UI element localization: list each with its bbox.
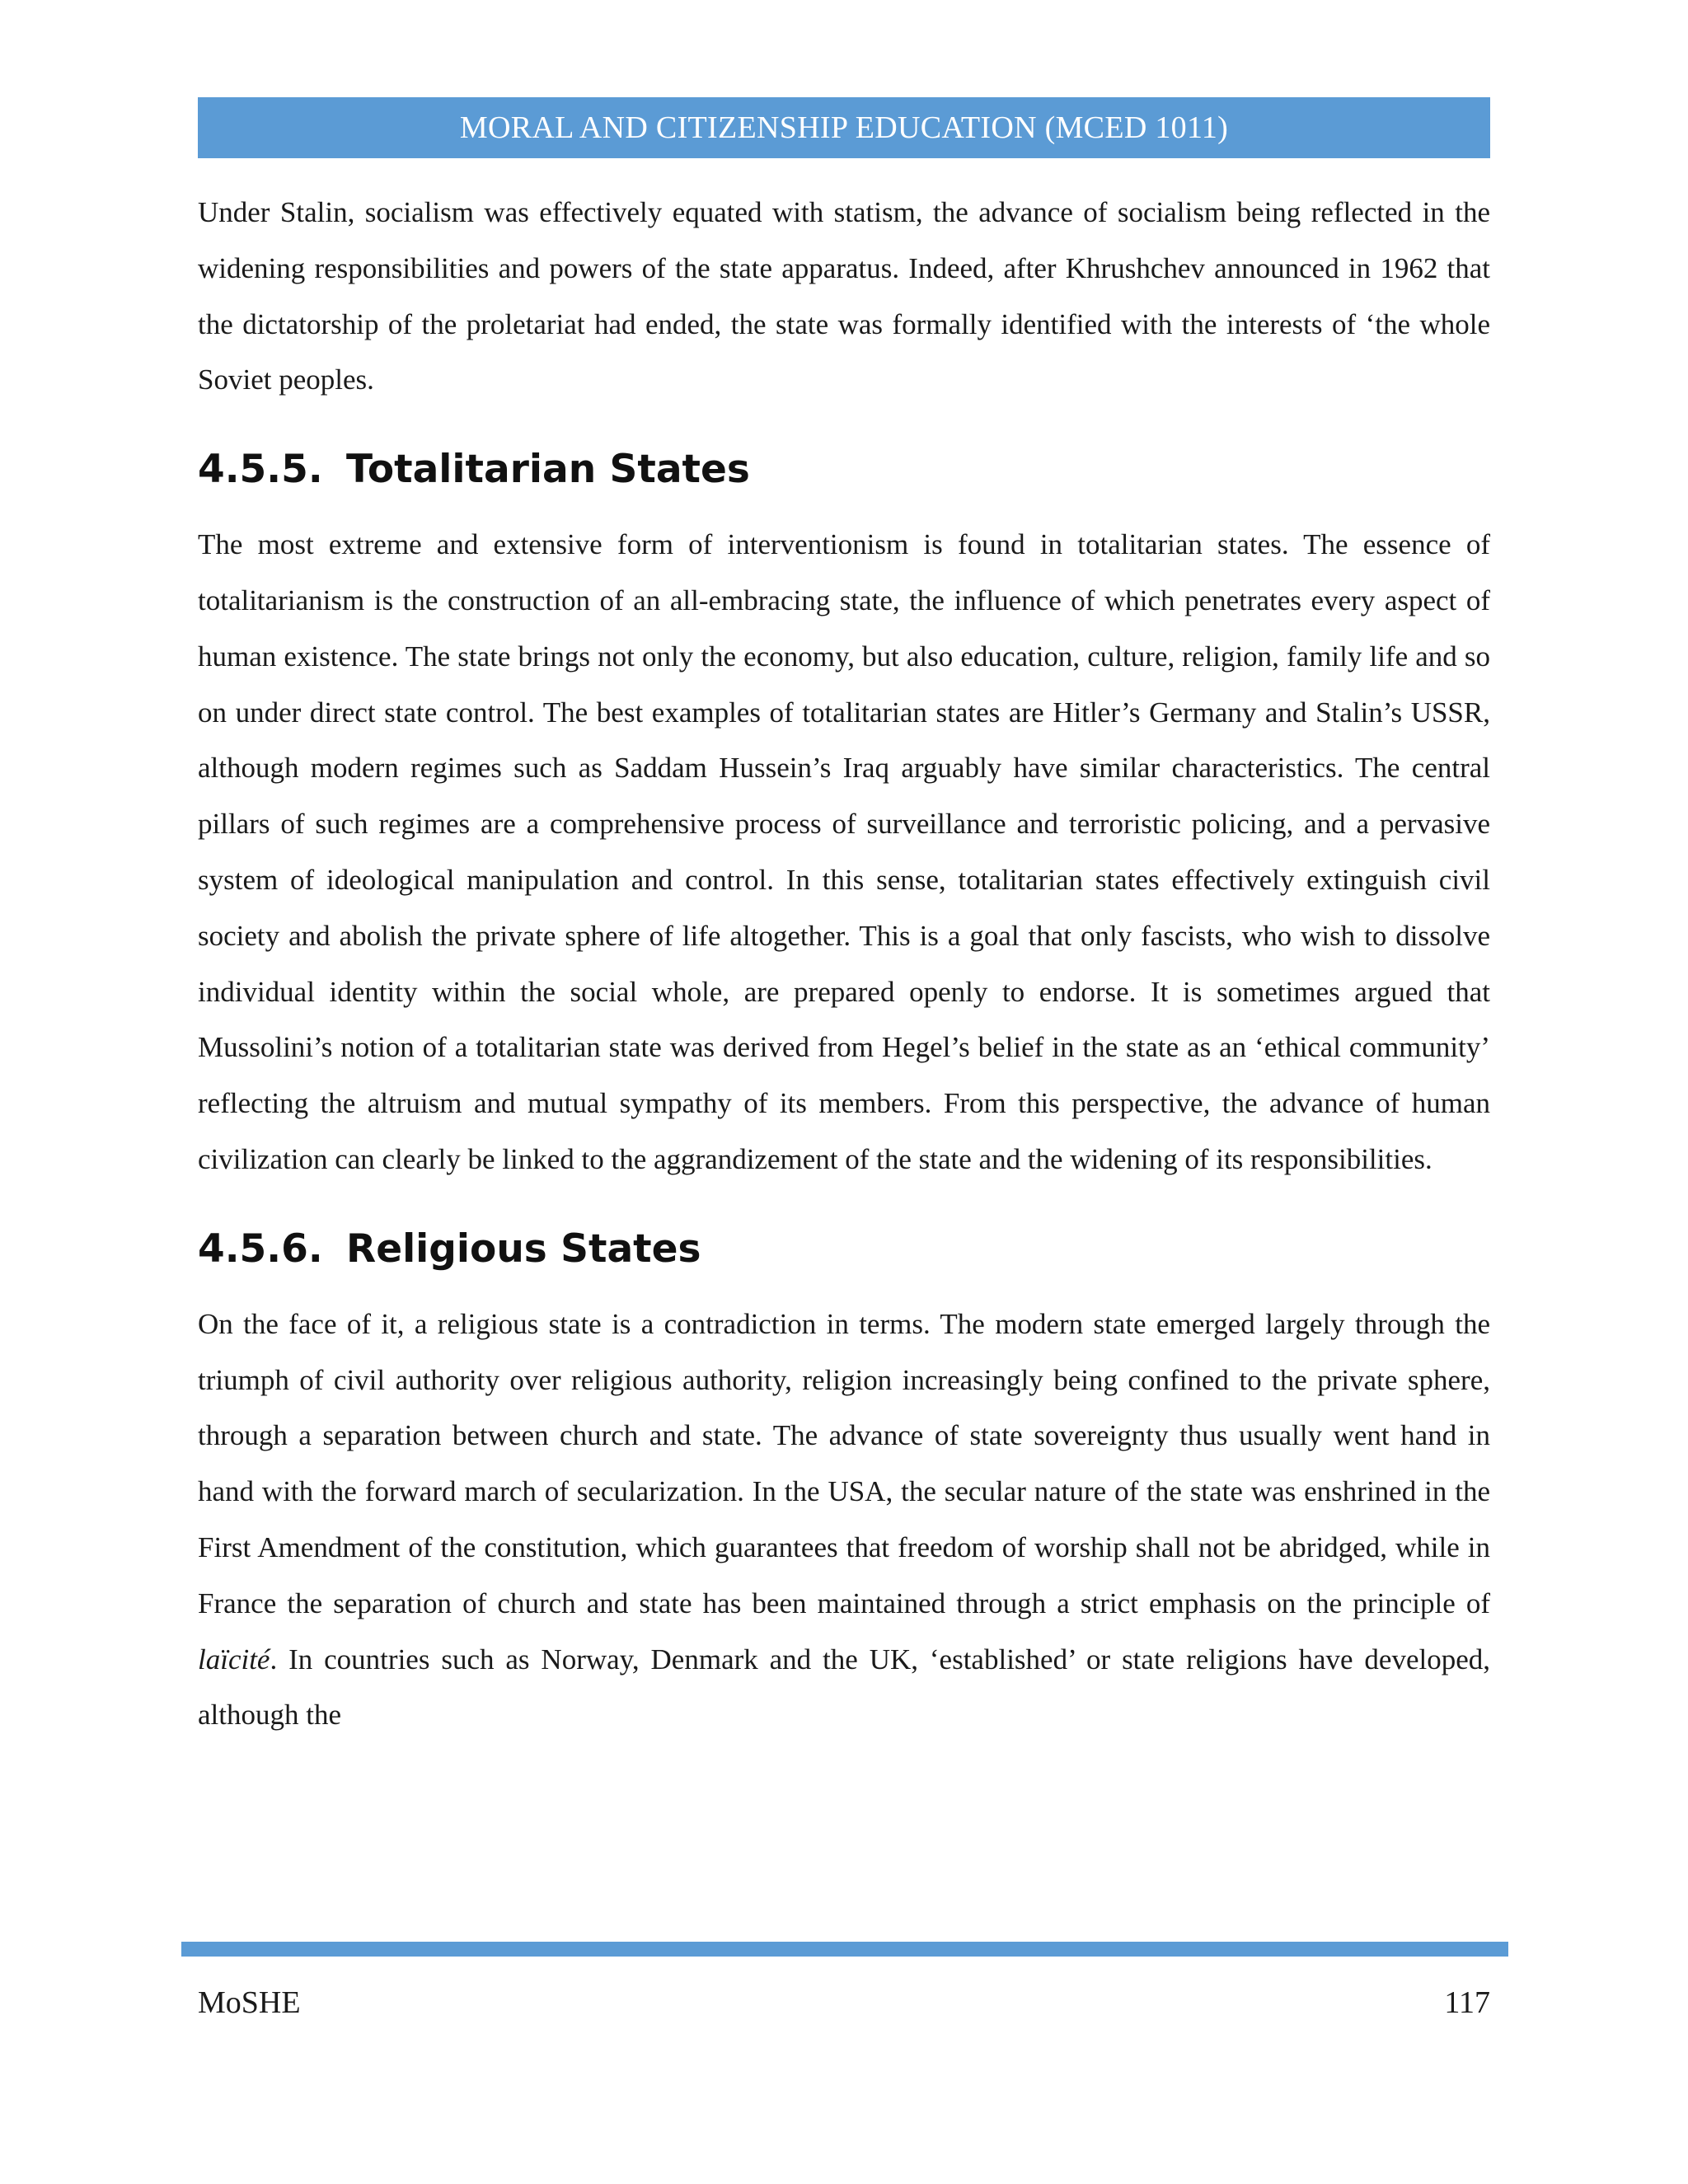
section-heading-totalitarian bbox=[198, 433, 1490, 507]
section-title: Totalitarian States bbox=[346, 447, 750, 493]
section-number: 4.5.6. bbox=[198, 1226, 323, 1272]
footer-publisher: MoSHE bbox=[198, 1985, 301, 2020]
section-number: 4.5.5. bbox=[198, 447, 323, 493]
page-content bbox=[198, 185, 1490, 1743]
intro-paragraph: Under Stalin, socialism was effectively equated with statism, the advance of socialism being reflected in the widening responsibilities and powers of the state apparatus. Indeed, after Khrushchev announced in 1962 that the dictatorship of the proletariat had ended, the state was formally identified with the interests of ‘the whole Soviet peoples. bbox=[198, 196, 1490, 396]
laicite-term: laïcité bbox=[198, 1643, 270, 1675]
religious-paragraph bbox=[198, 1296, 1490, 1743]
page-number: 117 bbox=[1444, 1985, 1490, 2020]
section-heading-religious bbox=[198, 1212, 1490, 1286]
religious-text-part-2: . In countries such as Norway, Denmark and the UK, ‘established’ or state religions have developed, although the bbox=[198, 1643, 1490, 1732]
running-header: MORAL AND CITIZENSHIP EDUCATION (MCED 1011) bbox=[198, 97, 1490, 158]
totalitarian-paragraph: The most extreme and extensive form of interventionism is found in totalitarian states. The essence of totalitarianism is the construction of an all-embracing state, the influence of which penetrates every aspect of human existence. The state brings not only the economy, but also education, culture, religion, family life and so on under direct state control. The best examples of totalitarian states are Hitler’s Germany and Stalin’s USSR, although modern regimes such as Saddam Hussein’s Iraq arguably have similar characteristics. The central pillars of such regimes are a comprehensive process of surveillance and terroristic policing, and a pervasive system of ideological manipulation and control. In this sense, totalitarian states effectively extinguish civil society and abolish the private sphere of life altogether. This is a goal that only fascists, who wish to dissolve individual identity within the social whole, are prepared openly to endorse. It is sometimes argued that Mussolini’s notion of a totalitarian state was derived from Hegel’s belief in the state as an ‘ethical community’ reflecting the altruism and mutual sympathy of its members. From this perspective, the advance of human civilization can clearly be linked to the aggrandizement of the state and the widening of its responsibilities. bbox=[198, 528, 1490, 1175]
religious-text-part-1: On the face of it, a religious state is a contradiction in terms. The modern state emerged largely through the triumph of civil authority over religious authority, religion increasingly being confined to the private sphere, through a separation between church and state. The advance of state sovereignty thus usually went hand in hand with the forward march of secularization. In the USA, the secular nature of the state was enshrined in the First Amendment of the constitution, which guarantees that freedom of worship shall not be abridged, while in France the separation of church and state has been maintained through a strict emphasis on the principle of bbox=[198, 1307, 1490, 1619]
footer-divider bbox=[181, 1942, 1508, 1957]
section-title: Religious States bbox=[346, 1226, 701, 1272]
